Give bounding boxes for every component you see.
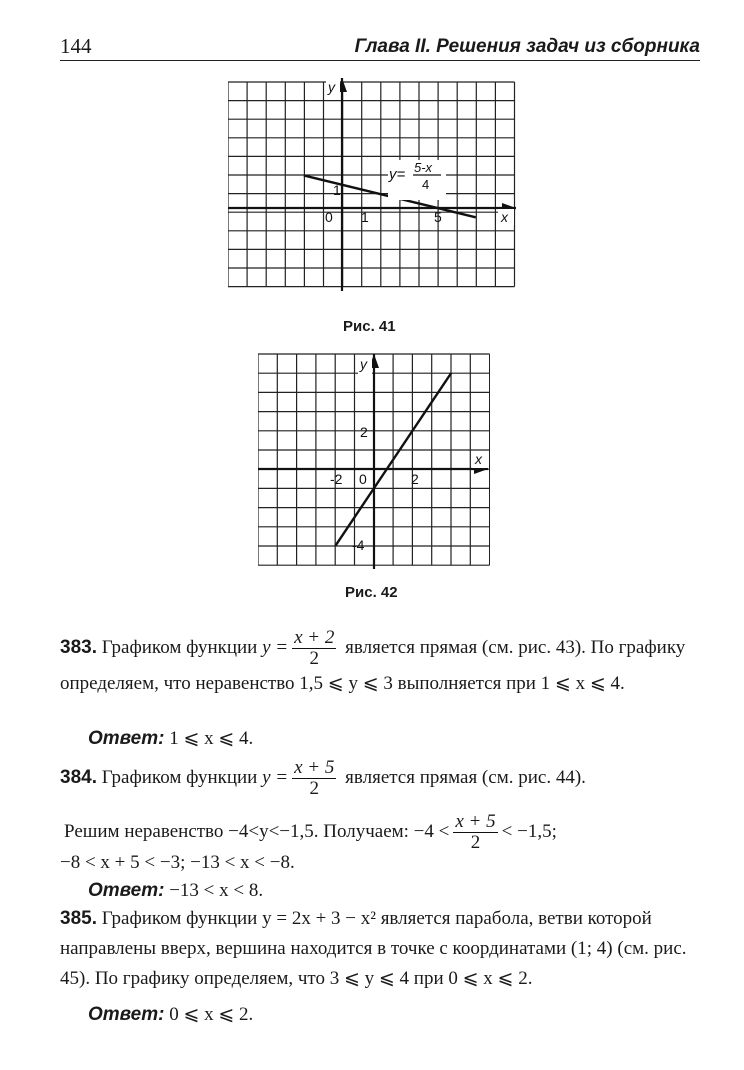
figure-42 xyxy=(258,352,490,572)
answer-384: Ответ: −13 < x < 8. xyxy=(88,880,264,901)
problem-383 xyxy=(60,628,700,699)
answer-value: 0 ⩽ x ⩽ 2. xyxy=(164,1004,254,1025)
axes-41 xyxy=(228,78,516,291)
tick-label-1y: 1 xyxy=(333,182,341,198)
equation-lhs: y= xyxy=(389,166,406,183)
fraction: $\frac{x + 2}{2}$ xyxy=(294,627,335,669)
tick-label-neg4: -4 xyxy=(352,537,365,553)
grid-41 xyxy=(228,82,515,287)
tick-label-5: 5 xyxy=(434,209,442,225)
page-header xyxy=(60,34,700,61)
caption-41: Рис. 41 xyxy=(343,318,396,335)
solution-384-line1: Решим неравенство −4<y<−1,5. Получаем: −4 < $\frac{x + 5}{2}$ < −1,5; xyxy=(64,811,557,853)
equation-num: 5-x xyxy=(414,160,433,175)
axes-42 xyxy=(258,354,488,569)
y-axis-label: y xyxy=(360,356,367,372)
problem-text: Графиком функции xyxy=(96,766,263,788)
solution-384-line2: −8 < x + 5 < −3; −13 < x < −8. xyxy=(60,852,295,873)
problem-text: Графиком функции y = 2x + 3 − x² является парабола, ветви которой направлены вверх, вершина находится в точке с координатами (1; 4) (см. рис. 45). По графику определяем, что 3 ⩽ y ⩽ 4 при 0 ⩽ x ⩽ 2. xyxy=(60,908,687,989)
origin-label: 0 xyxy=(359,471,367,487)
fraction: $\frac{x + 5}{2}$ xyxy=(294,757,335,799)
chapter-title: Глава II. Решения задач из сборника xyxy=(354,36,700,57)
problem-385 xyxy=(60,904,700,994)
y-axis-label: y xyxy=(328,79,335,95)
problem-text: Графиком функции xyxy=(96,636,263,658)
x-axis-label: x xyxy=(475,451,482,467)
problem-number: 383. xyxy=(60,636,97,658)
origin-label: 0 xyxy=(325,209,333,225)
answer-value: −13 < x < 8. xyxy=(164,880,264,901)
x-axis-label: x xyxy=(501,209,508,225)
tick-label-1x: 1 xyxy=(361,209,369,225)
y-equals: y = xyxy=(262,766,289,788)
page-number: 144 xyxy=(60,34,92,58)
fraction: $\frac{x + 5}{2}$ xyxy=(455,811,496,853)
problem-text-2: является прямая (см. рис. 43). По графику определяем, что неравенство 1,5 ⩽ y ⩽ 3 выполняется при 1 ⩽ x ⩽ 4. xyxy=(60,636,686,694)
problem-number: 385. xyxy=(60,908,97,929)
problem-text-2: является прямая (см. рис. 44). xyxy=(340,766,586,788)
tick-label-2x: 2 xyxy=(411,471,419,487)
figure-41 xyxy=(228,76,518,296)
answer-383: Ответ: 1 ⩽ x ⩽ 4. xyxy=(88,728,254,749)
tick-label-neg2: -2 xyxy=(330,471,343,487)
answer-385: Ответ: 0 ⩽ x ⩽ 2. xyxy=(88,1004,254,1025)
answer-value: 1 ⩽ x ⩽ 4. xyxy=(164,728,254,749)
problem-number: 384. xyxy=(60,766,97,788)
equation-den: 4 xyxy=(422,177,430,192)
caption-42: Рис. 42 xyxy=(345,584,398,601)
y-equals: y = xyxy=(262,636,289,658)
problem-384 xyxy=(60,758,700,799)
tick-label-2y: 2 xyxy=(360,424,368,440)
